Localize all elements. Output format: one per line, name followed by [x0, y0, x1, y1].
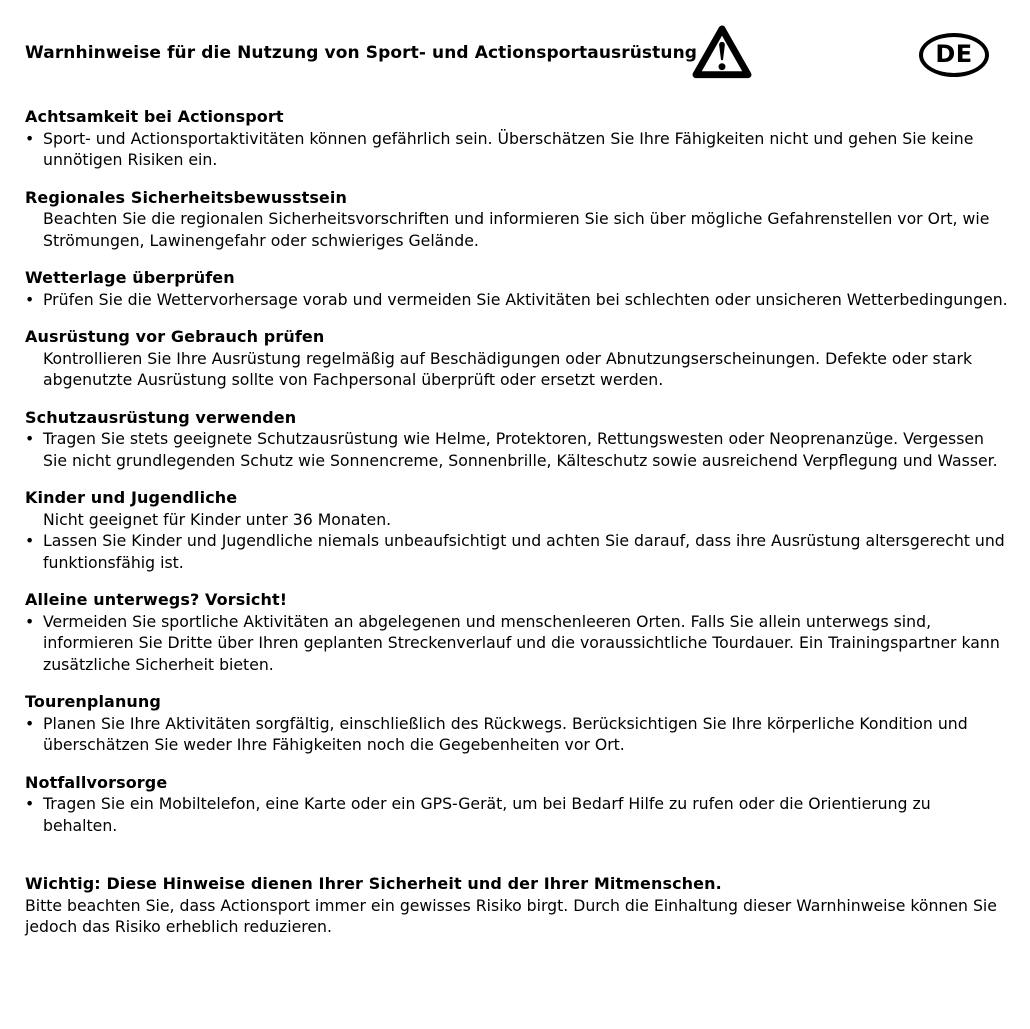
section-heading: Schutzausrüstung verwenden: [25, 407, 297, 427]
section-heading: Kinder und Jugendliche: [25, 488, 238, 507]
section-tourenplanung: [25, 691, 1008, 756]
section-heading: Notfallvorsorge: [25, 772, 168, 792]
list-item-text: Tragen Sie ein Mobiltelefon, eine Karte oder ein GPS-Gerät, um bei Bedarf Hilfe zu rufen oder die Orientierung zu behalten.: [43, 794, 931, 835]
list-item: [25, 428, 1008, 471]
section-ausruestung: [25, 326, 1008, 391]
section-heading: Regionales Sicherheitsbewusstsein: [25, 187, 347, 207]
section-heading: Tourenplanung: [25, 692, 161, 711]
list-item-text: Nicht geeignet für Kinder unter 36 Monaten.: [43, 509, 392, 529]
bullet-icon: •: [25, 531, 35, 550]
section-heading: Achtsamkeit bei Actionsport: [25, 107, 284, 126]
list-item: [25, 509, 1008, 531]
section-notfallvorsorge: [25, 772, 1008, 837]
language-badge: [919, 33, 989, 77]
document-header: [0, 0, 1030, 96]
list-item: [25, 713, 1008, 756]
section-wetterlage: [25, 267, 1008, 310]
footer-emphasis: Wichtig: Diese Hinweise dienen Ihrer Sicherheit und der Ihrer Mitmenschen.: [25, 874, 722, 893]
section-heading: Ausrüstung vor Gebrauch prüfen: [25, 327, 325, 346]
list-item-text: Lassen Sie Kinder und Jugendliche niemals unbeaufsichtigt und achten Sie darauf, dass ihre Ausrüstung altersgerecht und funktionsfähig ist.: [43, 531, 1005, 572]
list-item: [25, 289, 1008, 311]
section-heading: Wetterlage überprüfen: [25, 268, 235, 287]
list-item-text: Beachten Sie die regionalen Sicherheitsvorschriften und informieren Sie sich über mögliche Gefahrenstellen vor Ort, wie Strömungen, Lawinengefahr oder schwieriges Gelände.: [43, 209, 990, 250]
page-title: Warnhinweise für die Nutzung von Sport- und Actionsportausrüstung: [25, 43, 698, 63]
document-footer: [0, 873, 1030, 938]
warning-triangle-icon: [691, 24, 753, 80]
list-item-text: Tragen Sie stets geeignete Schutzausrüstung wie Helme, Protektoren, Rettungswesten oder Neoprenanzüge. Vergessen Sie nicht grundlegenden Schutz wie Sonnencreme, Sonnenbrille, Kälteschutz sowie ausreichend Verpflegung und Wasser.: [43, 429, 998, 470]
bullet-icon: •: [25, 128, 35, 148]
bullet-icon: •: [25, 429, 35, 448]
list-item: [25, 530, 1008, 573]
list-item-text: Planen Sie Ihre Aktivitäten sorgfältig, einschließlich des Rückwegs. Berücksichtigen Sie Ihre körperliche Kondition und überschätzen Sie weder Ihre Fähigkeiten noch die Gegebenheiten vor Ort.: [43, 713, 968, 754]
list-item: [25, 611, 1008, 676]
list-item-text: Sport- und Actionsportaktivitäten können gefährlich sein. Überschätzen Sie Ihre Fähigkeiten nicht und gehen Sie keine unnötigen Risiken ein.: [43, 128, 974, 169]
section-kinder: [25, 487, 1008, 573]
bullet-icon: •: [25, 611, 35, 631]
list-item: [25, 793, 1008, 836]
section-achtsamkeit: [25, 106, 1008, 171]
language-badge-label: DE: [935, 40, 973, 68]
section-alleine-unterwegs: [25, 589, 1008, 675]
section-schutzausruestung: [25, 407, 1008, 472]
bullet-icon: •: [25, 713, 35, 733]
list-item-text: Vermeiden Sie sportliche Aktivitäten an abgelegenen und menschenleeren Orten. Falls Sie allein unterwegs sind, informieren Sie Dritte über Ihren geplanten Streckenverlauf und die voraussichtliche Tourdauer. Ein Trainingspartner kann zusätzliche Sicherheit bieten.: [43, 611, 1000, 674]
list-item: [25, 128, 1008, 171]
document-body: [0, 106, 1030, 836]
bullet-icon: •: [25, 794, 35, 813]
section-regionales: [25, 187, 1008, 252]
bullet-icon: •: [25, 289, 35, 309]
list-item: [25, 348, 1008, 391]
section-heading: Alleine unterwegs? Vorsicht!: [25, 590, 288, 609]
list-item-text: Prüfen Sie die Wettervorhersage vorab und vermeiden Sie Aktivitäten bei schlechten oder unsicheren Wetterbedingungen.: [43, 289, 1008, 309]
list-item: [25, 208, 1008, 251]
footer-text: Bitte beachten Sie, dass Actionsport immer ein gewisses Risiko birgt. Durch die Einhaltung dieser Warnhinweise können Sie jedoch das Risiko erheblich reduzieren.: [25, 895, 997, 936]
list-item-text: Kontrollieren Sie Ihre Ausrüstung regelmäßig auf Beschädigungen oder Abnutzungserscheinungen. Defekte oder stark abgenutzte Ausrüstung sollte von Fachpersonal überprüft oder ersetzt werden.: [43, 348, 973, 389]
